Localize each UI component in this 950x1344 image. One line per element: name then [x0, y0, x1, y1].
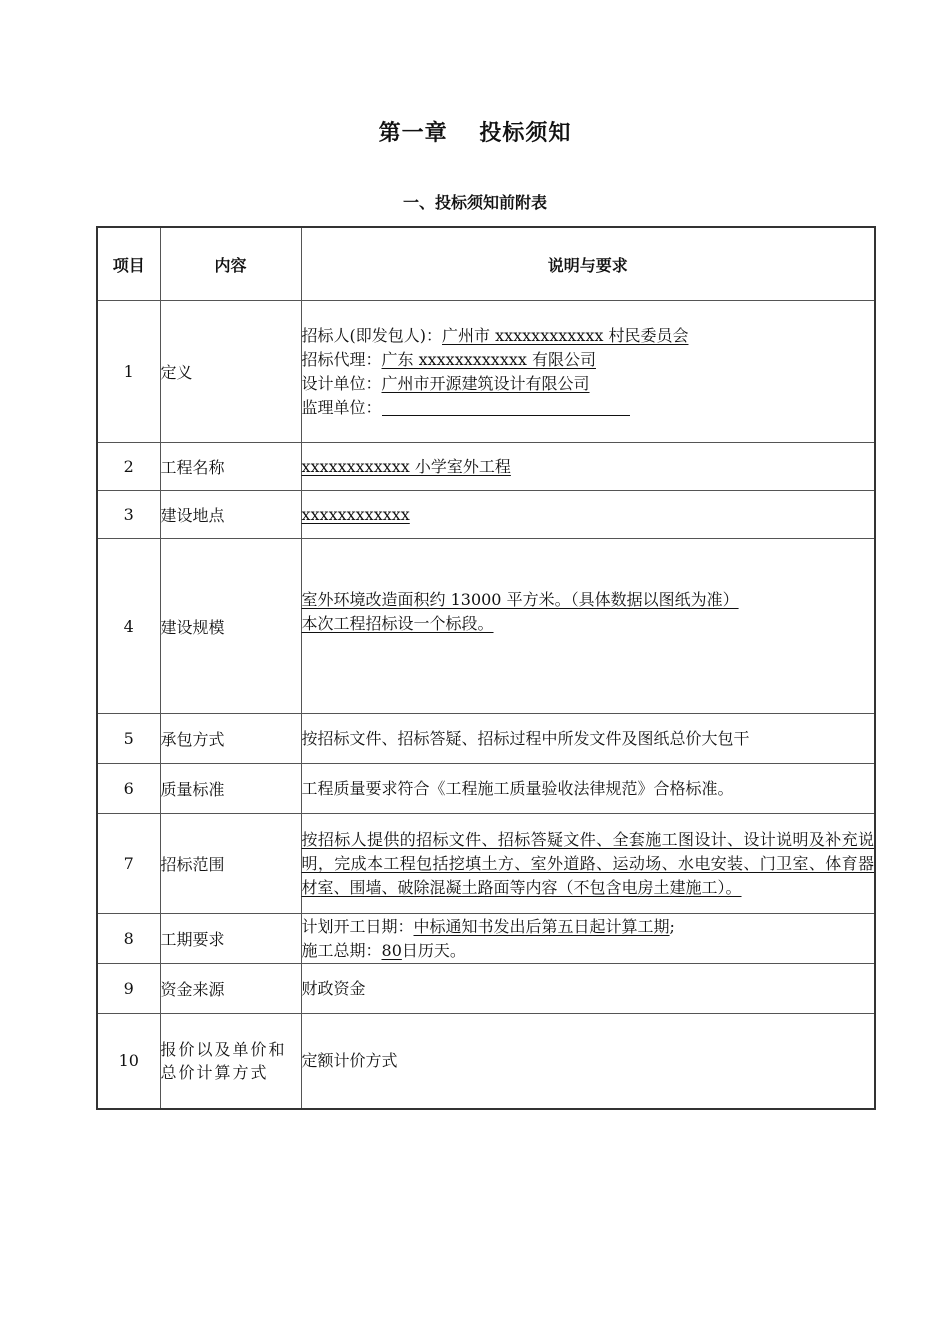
row-description: 按招标人提供的招标文件、招标答疑文件、全套施工图设计、设计说明及补充说明，完成本工程包括挖填土方、室外道路、运动场、水电安装、门卫室、体育器材室、围墙、破除混凝土路面等内容（不包含电房土建施工）。 — [301, 814, 875, 914]
row-description: xxxxxxxxxxxx 小学室外工程 — [301, 443, 875, 491]
table-row — [97, 714, 875, 764]
supervisor-blank — [382, 399, 630, 416]
row-number: 1 — [97, 301, 160, 443]
row-name: 建设规模 — [160, 539, 301, 714]
row-description: 财政资金 — [301, 964, 875, 1014]
table-row — [97, 443, 875, 491]
row-name: 资金来源 — [160, 964, 301, 1014]
chapter-title: 第一章 投标须知 — [378, 121, 572, 146]
table-row — [97, 539, 875, 714]
row-name: 承包方式 — [160, 714, 301, 764]
header-content: 内容 — [160, 227, 301, 301]
header-description: 说明与要求 — [301, 227, 875, 301]
table-row — [97, 301, 875, 443]
row-name: 工期要求 — [160, 914, 301, 964]
row-description: 室外环境改造面积约 13000 平方米。（具体数据以图纸为准） 本次工程招标设一个标段。 — [301, 539, 875, 714]
row-description — [301, 301, 875, 443]
table-row — [97, 914, 875, 964]
row-name: 定义 — [160, 301, 301, 443]
duration-line: 施工总期：80日历天。 — [301, 940, 466, 960]
row-description: 工程质量要求符合《工程施工质量验收法律规范》合格标准。 — [301, 764, 875, 814]
row-number: 4 — [97, 539, 160, 714]
table-row — [97, 764, 875, 814]
row-name: 招标范围 — [160, 814, 301, 914]
row-number: 2 — [97, 443, 160, 491]
row-number: 9 — [97, 964, 160, 1014]
header-item: 项目 — [97, 227, 160, 301]
table-row — [97, 491, 875, 539]
row-description: xxxxxxxxxxxx — [301, 491, 875, 539]
table-header-row — [97, 227, 875, 301]
row-name: 报价以及单价和总价计算方式 — [160, 1014, 301, 1109]
agency-line: 招标代理：广东 xxxxxxxxxxxx 有限公司 — [301, 349, 596, 369]
section-title: 一、投标须知前附表 — [402, 193, 547, 212]
row-number: 7 — [97, 814, 160, 914]
row-name: 工程名称 — [160, 443, 301, 491]
row-number: 5 — [97, 714, 160, 764]
row-description: 定额计价方式 — [301, 1014, 875, 1109]
supervisor-line: 监理单位： — [302, 396, 875, 420]
row-number: 8 — [97, 914, 160, 964]
bid-instructions-table — [96, 226, 876, 1110]
row-description — [301, 914, 875, 964]
row-number: 3 — [97, 491, 160, 539]
table-row — [97, 1014, 875, 1109]
start-date-line: 计划开工日期：中标通知书发出后第五日起计算工期; — [301, 916, 675, 936]
row-number: 6 — [97, 764, 160, 814]
designer-line: 设计单位：广州市开源建筑设计有限公司 — [301, 373, 590, 393]
row-description: 按招标文件、招标答疑、招标过程中所发文件及图纸总价大包干 — [301, 714, 875, 764]
table-row — [97, 814, 875, 914]
table-row — [97, 964, 875, 1014]
tenderer-line: 招标人(即发包人)：广州市 xxxxxxxxxxxx 村民委员会 — [301, 325, 689, 345]
row-name: 质量标准 — [160, 764, 301, 814]
row-name: 建设地点 — [160, 491, 301, 539]
row-number: 10 — [97, 1014, 160, 1109]
